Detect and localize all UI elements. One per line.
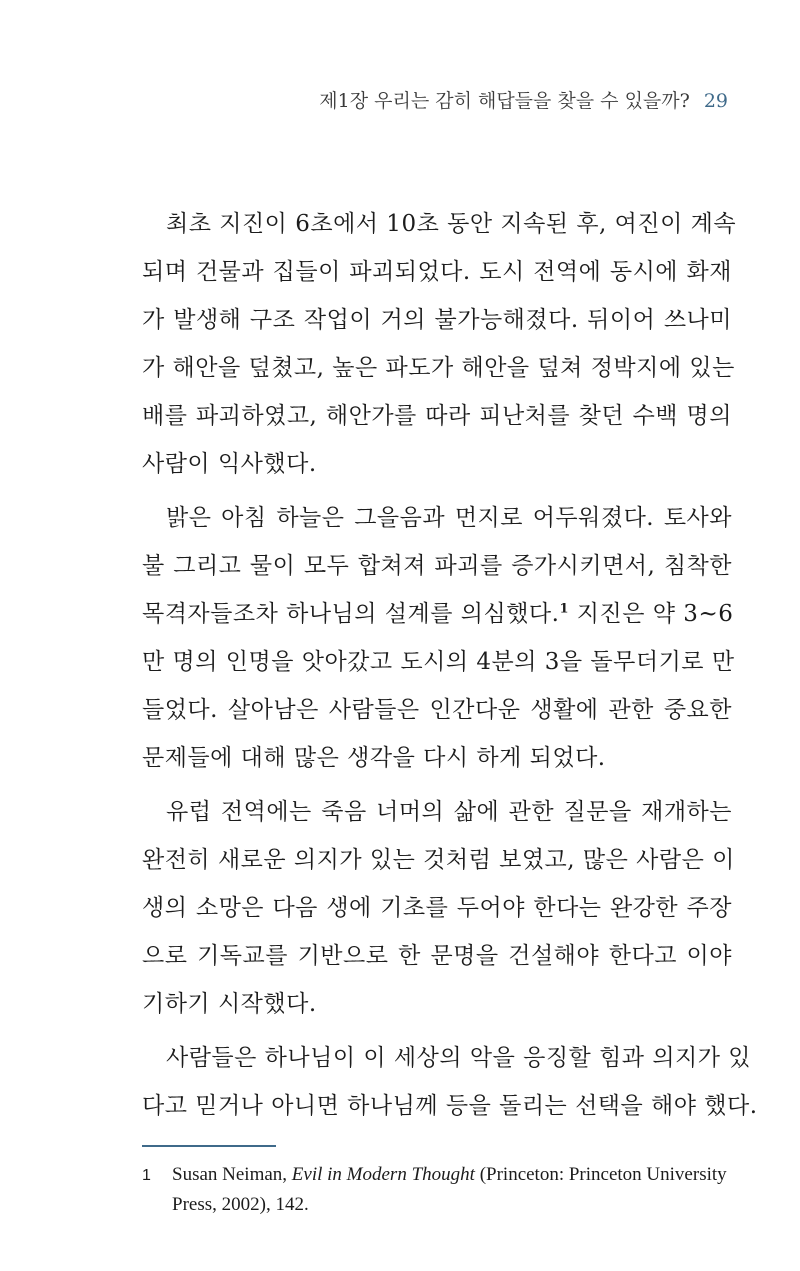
text-line: 사람들은 하나님이 이 세상의 악을 응징할 힘과 의지가 있 — [166, 1045, 752, 1071]
text-line: 불 그리고 물이 모두 합쳐져 파괴를 증가시키면서, 침착한 — [142, 553, 732, 579]
paragraph-2 — [142, 494, 735, 782]
text-line: 가 발생해 구조 작업이 거의 불가능해졌다. 뒤이어 쓰나미 — [142, 307, 732, 333]
text-line: 가 해안을 덮쳤고, 높은 파도가 해안을 덮쳐 정박지에 있는 — [142, 355, 735, 381]
footnote-number: 1 — [142, 1167, 151, 1184]
footnote-book-title: Evil in Modern Thought — [291, 1164, 475, 1185]
text-line: 문제들에 대해 많은 생각을 다시 하게 되었다. — [142, 745, 606, 771]
text-line: 완전히 새로운 의지가 있는 것처럼 보였고, 많은 사람은 이 — [142, 847, 735, 873]
text-line: 기하기 시작했다. — [142, 991, 317, 1017]
footnote-line — [142, 1160, 732, 1190]
text-segment: 목격자들조차 하나님의 설계를 의심했다. — [142, 601, 560, 627]
text-line: 최초 지진이 6초에서 10초 동안 지속된 후, 여진이 계속 — [166, 211, 737, 237]
running-header — [319, 86, 728, 113]
footnote — [142, 1160, 732, 1219]
text-line: 배를 파괴하였고, 해안가를 따라 피난처를 찾던 수백 명의 — [142, 403, 732, 429]
footnote-publisher: (Princeton: Princeton University — [474, 1164, 727, 1185]
text-line: 유럽 전역에는 죽음 너머의 삶에 관한 질문을 재개하는 — [166, 799, 732, 825]
text-line: 되며 건물과 집들이 파괴되었다. 도시 전역에 동시에 화재 — [142, 259, 732, 285]
text-line: 으로 기독교를 기반으로 한 문명을 건설해야 한다고 이야 — [142, 943, 732, 969]
text-line: 밝은 아침 하늘은 그을음과 먼지로 어두워졌다. 토사와 — [166, 505, 732, 531]
chapter-title: 제1장 우리는 감히 해답들을 찾을 수 있을까? — [319, 90, 690, 112]
text-line: 만 명의 인명을 앗아갔고 도시의 4분의 3을 돌무더기로 만 — [142, 649, 735, 675]
page-number: 29 — [703, 90, 728, 112]
body-text — [142, 200, 758, 1136]
text-segment: 지진은 약 3~6 — [569, 601, 734, 627]
text-line: 생의 소망은 다음 생에 기초를 두어야 한다는 완강한 주장 — [142, 895, 732, 921]
text-line: 사람이 익사했다. — [142, 451, 317, 477]
text-line: 들었다. 살아남은 사람들은 인간다운 생활에 관한 중요한 — [142, 697, 732, 723]
text-line: 다고 믿거나 아니면 하나님께 등을 돌리는 선택을 해야 했다. — [142, 1093, 758, 1119]
text-line-with-footnote — [142, 590, 732, 638]
paragraph-3 — [142, 788, 735, 1028]
footnote-divider — [142, 1145, 276, 1147]
paragraph-4 — [142, 1034, 758, 1130]
footnote-reference[interactable]: 1 — [559, 601, 569, 617]
footnote-author: Susan Neiman, — [172, 1164, 292, 1185]
paragraph-1 — [142, 200, 737, 488]
footnote-line: Press, 2002), 142. — [172, 1194, 309, 1215]
